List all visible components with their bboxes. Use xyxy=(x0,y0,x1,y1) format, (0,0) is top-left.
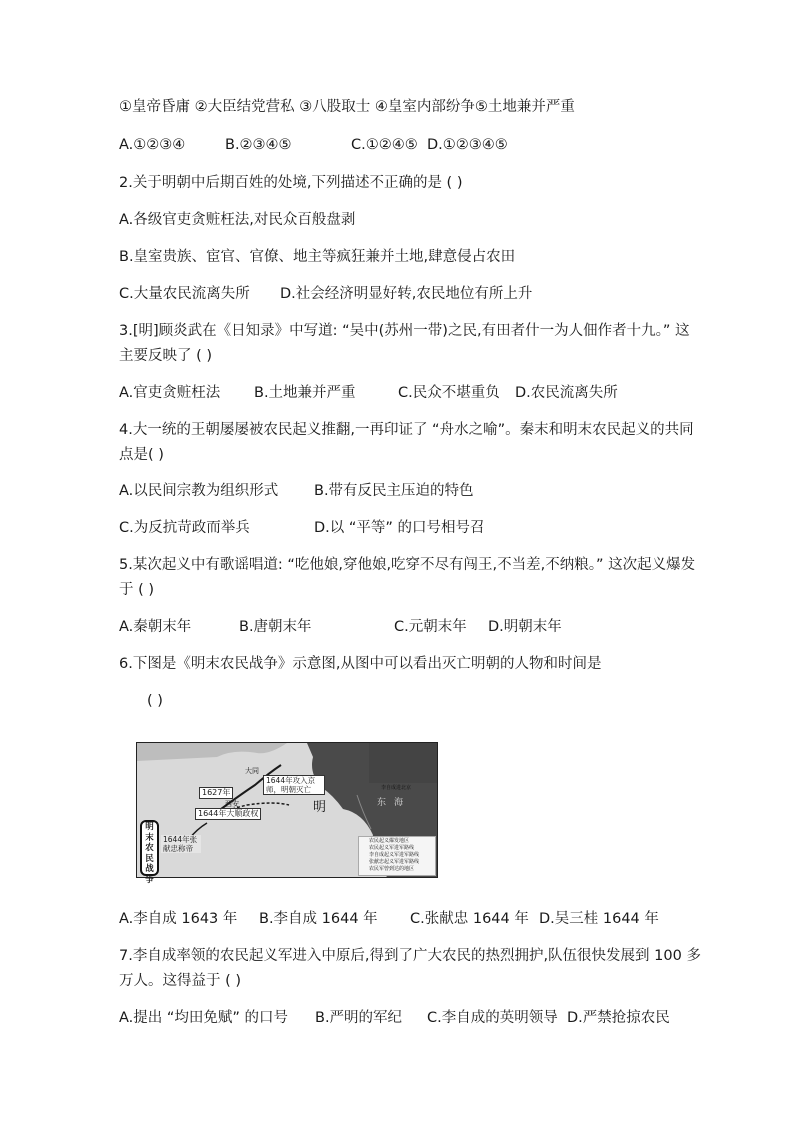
legend-item: 农民起义爆发地区 xyxy=(369,838,410,844)
q1-items: ①皇帝昏庸 ②大臣结党营私 ③八股取士 ④皇室内部纷争⑤土地兼并严重 xyxy=(119,99,575,115)
map-label-sea: 东海 xyxy=(377,798,412,808)
q2-option-c[interactable]: C.大量农民流离失所 xyxy=(119,286,250,302)
legend-item: 农民军曾到达的地区 xyxy=(369,866,415,872)
q4-option-c[interactable]: C.为反抗苛政而举兵 xyxy=(119,520,250,536)
q4-option-d[interactable]: D.以 “平等” 的口号相号召 xyxy=(314,520,485,536)
q7-option-b[interactable]: B.严明的军纪 xyxy=(315,1010,403,1026)
map-box-1644-beijing: 1644年攻入京师，明朝灭亡 xyxy=(263,775,325,795)
map-box-zhang-xianzhong: 1644年张献忠称帝 xyxy=(161,835,201,853)
q3-option-c[interactable]: C.民众不堪重负 xyxy=(398,385,500,401)
q5-option-d[interactable]: D.明朝末年 xyxy=(488,619,562,635)
q6-stem: 6.下图是《明末农民战争》示意图,从图中可以看出灭亡明朝的人物和时间是 xyxy=(119,656,602,672)
q7-options xyxy=(119,1008,670,1028)
q5-option-a[interactable]: A.秦朝末年 xyxy=(119,619,192,635)
q4-stem-2: 点是( ) xyxy=(119,447,164,463)
q1-option-c[interactable]: C.①②④⑤ xyxy=(351,137,418,153)
q7-option-c[interactable]: C.李自成的英明领导 xyxy=(427,1010,558,1026)
q5-options xyxy=(119,617,562,637)
q7-option-d[interactable]: D.严禁抢掠农民 xyxy=(567,1010,670,1026)
legend-item: 农民起义军进军路线 xyxy=(369,845,415,851)
q3-stem-1: 3.[明]顾炎武在《日知录》中写道: “吴中(苏州一带)之民,有田者什一为人佃作者十九。” 这 xyxy=(119,323,690,339)
q3-options xyxy=(119,383,618,403)
map-label-xian: 西安 xyxy=(225,800,239,808)
ming-peasant-war-map xyxy=(136,742,438,885)
legend-item: 张献忠起义军进军路线 xyxy=(369,859,420,865)
q6-option-b[interactable]: B.李自成 1644 年 xyxy=(259,911,378,927)
q1-options xyxy=(119,135,508,155)
q3-option-a[interactable]: A.官吏贪赃枉法 xyxy=(119,385,221,401)
q4-options-ab xyxy=(119,481,474,501)
map-vertical-title: 明末农民战争 xyxy=(140,820,159,876)
q6-option-d[interactable]: D.吴三桂 1644 年 xyxy=(539,911,659,927)
q4-option-b[interactable]: B.带有反民主压迫的特色 xyxy=(314,483,474,499)
map-photo-caption: 李自成进北京 xyxy=(381,785,412,791)
map-box-1644-dashun: 1644年大顺政权 xyxy=(195,808,261,820)
q5-stem-2: 于 ( ) xyxy=(119,582,155,598)
q2-option-d[interactable]: D.社会经济明显好转,农民地位有所上升 xyxy=(280,286,533,302)
q7-stem-2: 万人。这得益于 ( ) xyxy=(119,973,242,989)
q5-option-c[interactable]: C.元朝末年 xyxy=(394,619,467,635)
q4-option-a[interactable]: A.以民间宗教为组织形式 xyxy=(119,483,279,499)
q1-option-b[interactable]: B.②③④⑤ xyxy=(225,137,292,153)
q7-option-a[interactable]: A.提出 “均田免赋” 的口号 xyxy=(119,1010,289,1026)
q6-option-a[interactable]: A.李自成 1643 年 xyxy=(119,911,238,927)
q2-option-b[interactable]: B.皇室贵族、宦官、官僚、地主等疯狂兼并土地,肆意侵占农田 xyxy=(119,249,516,265)
q6-answer-paren: ( ) xyxy=(147,693,163,709)
map-legend xyxy=(358,836,436,876)
map-label-datong: 大同 xyxy=(245,767,259,775)
q2-option-a[interactable]: A.各级官吏贪赃枉法,对民众百般盘剥 xyxy=(119,212,356,228)
q3-option-d[interactable]: D.农民流离失所 xyxy=(515,385,618,401)
q5-option-b[interactable]: B.唐朝末年 xyxy=(239,619,312,635)
legend-item: 李自成起义军进军路线 xyxy=(369,852,420,858)
q3-option-b[interactable]: B.土地兼并严重 xyxy=(254,385,356,401)
q6-option-c[interactable]: C.张献忠 1644 年 xyxy=(410,911,529,927)
q3-stem-2: 主要反映了 ( ) xyxy=(119,348,213,364)
q2-options-cd xyxy=(119,284,532,304)
q4-stem-1: 4.大一统的王朝屡屡被农民起义推翻,一再印证了 “舟水之喻”。秦末和明末农民起义的共同 xyxy=(119,422,694,438)
q2-stem: 2.关于明朝中后期百姓的处境,下列描述不正确的是 ( ) xyxy=(119,175,463,191)
q1-option-d[interactable]: D.①②③④⑤ xyxy=(427,137,508,153)
map-label-ming: 明 xyxy=(313,800,327,815)
map-photo-inset xyxy=(369,743,437,783)
q6-options xyxy=(119,909,659,929)
q1-option-a[interactable]: A.①②③④ xyxy=(119,137,186,153)
q5-stem-1: 5.某次起义中有歌谣唱道: “吃他娘,穿他娘,吃穿不尽有闯王,不当差,不纳粮。” 这次起义爆发 xyxy=(119,557,696,573)
q4-options-cd xyxy=(119,518,485,538)
map-box-1627: 1627年 xyxy=(199,787,233,799)
q7-stem-1: 7.李自成率领的农民起义军进入中原后,得到了广大农民的热烈拥护,队伍很快发展到 100 多 xyxy=(119,948,701,964)
